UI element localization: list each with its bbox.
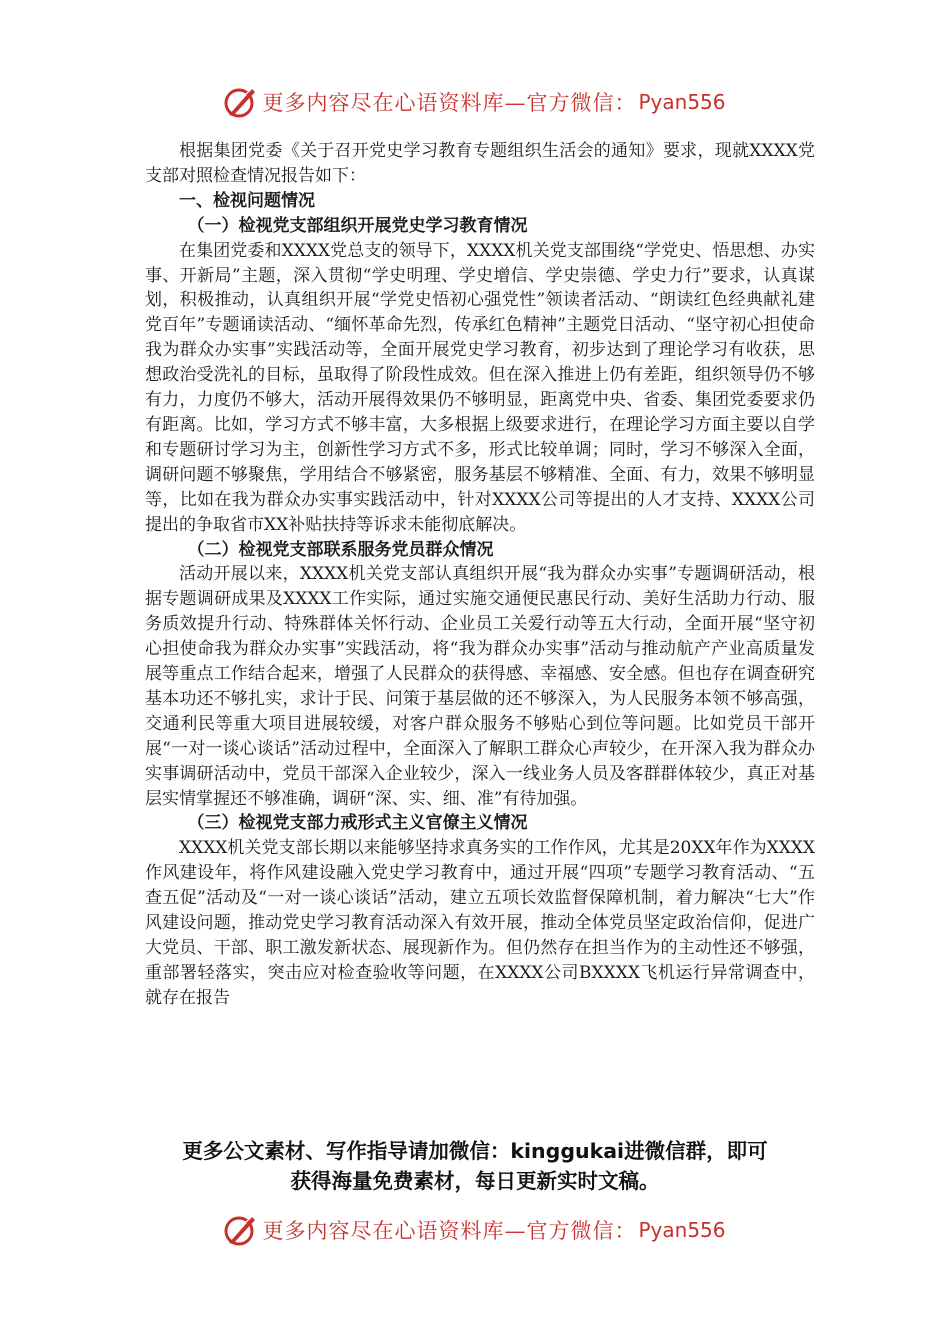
subsection-title-3: （三）检视党支部力戒形式主义官僚主义情况 xyxy=(187,813,528,834)
footer-banner xyxy=(0,1210,950,1250)
subsection-title-1: （一）检视党支部组织开展党史学习教育情况 xyxy=(187,215,528,236)
banner-text: 更多内容尽在心语资料库—官方微信： xyxy=(262,1219,637,1243)
banner-wechat-id: Pyan556 xyxy=(638,1218,726,1242)
subsection-title-2: （二）检视党支部联系服务党员群众情况 xyxy=(187,539,494,560)
promo-notice xyxy=(120,1136,830,1196)
intro-paragraph: 根据集团党委《关于召开党史学习教育专题组织生活会的通知》要求，现就XXXX党支部对照检查情况报告如下： xyxy=(145,141,815,186)
promo-line-1: 更多公文素材、写作指导请加微信：kinggukai进微信群，即可 xyxy=(182,1139,768,1163)
section-title: 一、检视问题情况 xyxy=(179,190,315,211)
document-body xyxy=(145,139,815,1011)
promo-line-2: 获得海量免费素材，每日更新实时文稿。 xyxy=(290,1169,660,1193)
banner-wechat-id: Pyan556 xyxy=(638,90,726,114)
feather-pen-logo-icon xyxy=(224,1213,258,1247)
header-banner xyxy=(0,82,950,122)
subsection-paragraph-2: 活动开展以来，XXXX机关党支部认真组织开展“我为群众办实事”专题调研活动，根据专题调研成果及XXXX工作实际，通过实施交通便民惠民行动、美好生活助力行动、服务质效提升行动、特殊群体关怀行动、企业员工关爱行动等五大行动，全面开展“坚守初心担使命我为群众办实事”实践活动，将“我为群众办实事”活动与推动航产产业高质量发展等重点工作结合起来，增强了人民群众的获得感、幸福感、安全感。但也存在调查研究基本功还不够扎实，求计于民、问策于基层做的还不够深入，为人民服务本领不够高强，交通利民等重大项目进展较缓，对客户群众服务不够贴心到位等问题。比如党员干部开展“一对一谈心谈话”活动过程中，全面深入了解职工群众心声较少，在开深入我为群众办实事调研活动中，党员干部深入企业较少，深入一线业务人员及客群群体较少，真正对基层实情掌握还不够准确，调研“深、实、细、准”有待加强。 xyxy=(145,564,815,809)
banner-text: 更多内容尽在心语资料库—官方微信： xyxy=(262,91,637,115)
subsection-paragraph-1: 在集团党委和XXXX党总支的领导下，XXXX机关党支部围绕“学党史、悟思想、办实事、开新局”主题，深入贯彻“学史明理、学史增信、学史崇德、学史力行”要求，认真谋划，积极推动，认真组织开展“学党史悟初心强党性”领读者活动、“朗读红色经典献礼建党百年”专题诵读活动、“缅怀革命先烈，传承红色精神”主题党日活动、“坚守初心担使命我为群众办实事”实践活动等，全面开展党史学习教育，初步达到了理论学习有收获，思想政治受洗礼的目标，虽取得了阶段性成效。但在深入推进上仍有差距，组织领导仍不够有力，力度仍不够大，活动开展得效果仍不够明显，距离党中央、省委、集团党委要求仍有距离。比如，学习方式不够丰富，大多根据上级要求进行，在理论学习方面主要以自学和专题研讨学习为主，创新性学习方式不多，形式比较单调；同时，学习不够深入全面，调研问题不够聚焦，学用结合不够紧密，服务基层不够精准、全面、有力，效果不够明显等，比如在我为群众办实事实践活动中，针对XXXX公司等提出的人才支持、XXXX公司提出的争取省市XX补贴扶持等诉求未能彻底解决。 xyxy=(145,240,815,535)
feather-pen-logo-icon xyxy=(224,85,258,119)
subsection-paragraph-3: XXXX机关党支部长期以来能够坚持求真务实的工作作风，尤其是20XX年作为XXXX作风建设年，将作风建设融入党史学习教育中，通过开展“四项”专题学习教育活动、“五查五促”活动及“一对一谈心谈话”活动，建立五项长效监督保障机制，着力解决“七大”作风建设问题，推动党史学习教育活动深入有效开展，推动全体党员坚定政治信仰，促进广大党员、干部、职工激发新状态、展现新作为。但仍然存在担当作为的主动性还不够强，重部署轻落实，突击应对检查验收等问题，在XXXX公司BXXXX飞机运行异常调查中，就存在报告 xyxy=(145,838,815,1008)
